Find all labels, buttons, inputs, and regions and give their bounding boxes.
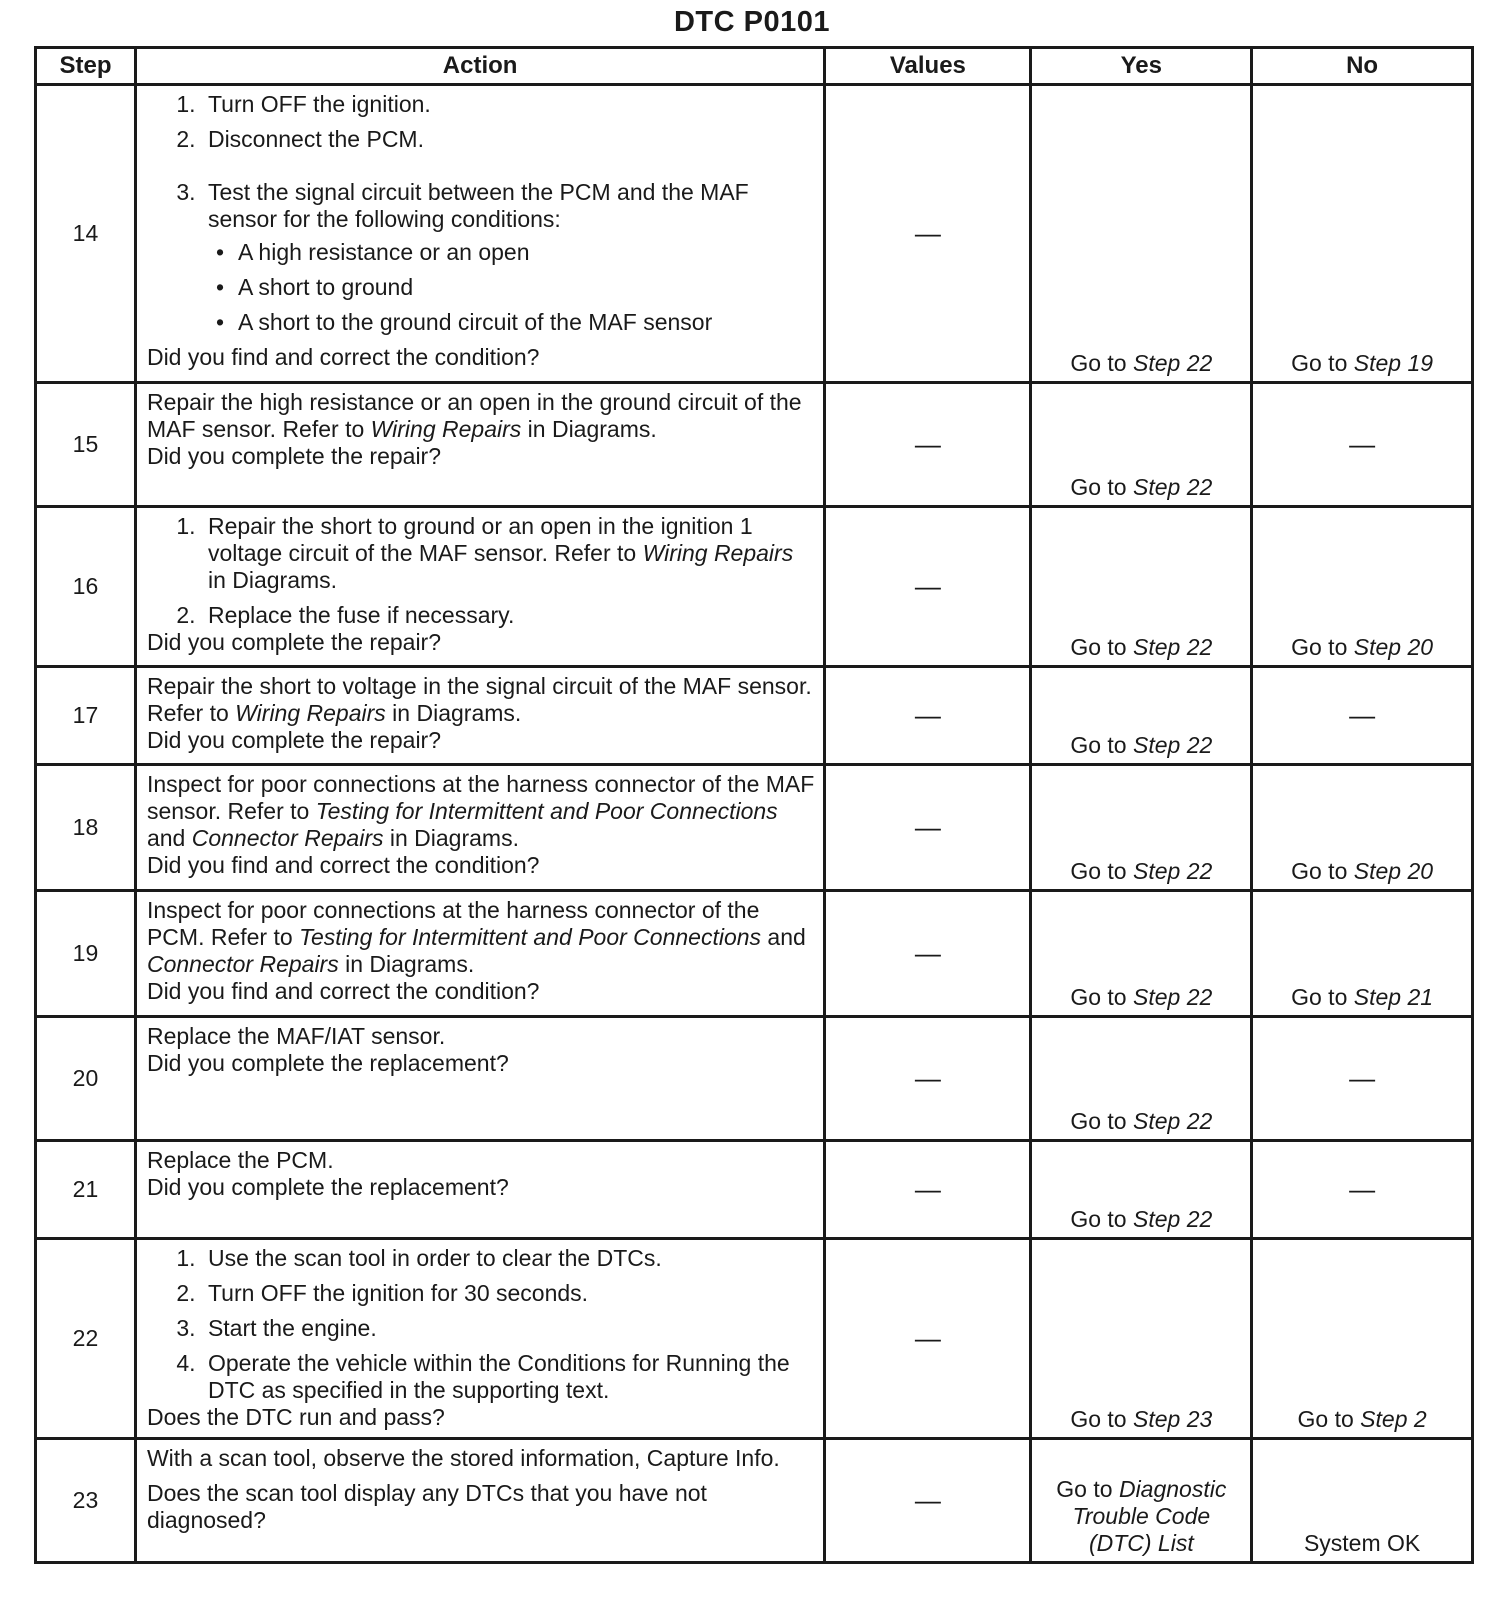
step-link-number[interactable]: 19 bbox=[1407, 350, 1434, 376]
values-cell: — bbox=[825, 765, 1031, 891]
table-row bbox=[36, 507, 1473, 667]
action-cell bbox=[135, 1017, 824, 1141]
step-link[interactable]: Step bbox=[1133, 858, 1181, 884]
values-cell: — bbox=[825, 383, 1031, 507]
action-cell bbox=[135, 1239, 824, 1439]
no-cell: — bbox=[1252, 1017, 1473, 1141]
values-cell: — bbox=[825, 891, 1031, 1017]
action-cell bbox=[135, 1141, 824, 1239]
header-action: Action bbox=[135, 48, 824, 85]
action-text: With a scan tool, observe the stored information, Capture Info. bbox=[146, 1445, 780, 1471]
step-link[interactable]: Step bbox=[1360, 1406, 1408, 1432]
step-link[interactable]: Step bbox=[1133, 474, 1181, 500]
step-link-number[interactable]: 22 bbox=[1186, 350, 1213, 376]
values-cell: — bbox=[825, 667, 1031, 765]
header-no: No bbox=[1252, 48, 1473, 85]
table-row bbox=[36, 1439, 1473, 1563]
values-cell: — bbox=[825, 1141, 1031, 1239]
step-number: 16 bbox=[36, 507, 136, 667]
no-cell: — bbox=[1252, 667, 1473, 765]
step-link[interactable]: Step bbox=[1133, 1108, 1181, 1134]
values-cell: — bbox=[825, 85, 1031, 383]
action-item: 4. Operate the vehicle within the Conditions for Running the DTC as specified in the supporting text. bbox=[202, 1350, 815, 1404]
no-cell: System OK bbox=[1252, 1439, 1473, 1563]
header-yes: Yes bbox=[1031, 48, 1252, 85]
step-link-number[interactable]: 23 bbox=[1186, 1406, 1213, 1432]
bullet-item: • A short to the ground circuit of the MAF sensor bbox=[238, 309, 815, 336]
step-link-number[interactable]: 22 bbox=[1186, 634, 1213, 660]
yes-cell: Go to Step 22 bbox=[1031, 667, 1252, 765]
bullet-item: • A high resistance or an open bbox=[238, 239, 815, 266]
go-to-text: Go to bbox=[1291, 350, 1348, 376]
action-question: Did you find and correct the condition? bbox=[146, 344, 540, 370]
no-cell: Go to Step 20 bbox=[1252, 507, 1473, 667]
step-link-number[interactable]: 22 bbox=[1186, 984, 1213, 1010]
values-cell: — bbox=[825, 1239, 1031, 1439]
action-text: Replace the PCM. bbox=[146, 1147, 334, 1173]
yes-cell: Go to Step 22 bbox=[1031, 383, 1252, 507]
step-link-number[interactable]: 20 bbox=[1407, 634, 1434, 660]
no-cell: Go to Step 20 bbox=[1252, 765, 1473, 891]
page-title: DTC P0101 bbox=[673, 6, 830, 38]
action-item: 2. Turn OFF the ignition for 30 seconds. bbox=[202, 1280, 815, 1307]
table-row bbox=[36, 765, 1473, 891]
step-link[interactable]: Step bbox=[1353, 984, 1402, 1010]
action-cell bbox=[135, 507, 824, 667]
table-row bbox=[36, 1141, 1473, 1239]
dtc-list-link[interactable]: Diagnostic Trouble Code (DTC) List bbox=[1072, 1476, 1227, 1556]
step-number: 21 bbox=[36, 1141, 136, 1239]
action-text: Repair the high resistance or an open in the ground circuit of the MAF sensor. Refer to Wiring Repairs in Diagrams. bbox=[146, 389, 802, 442]
action-item: 2. Disconnect the PCM. bbox=[202, 126, 815, 153]
yes-cell: Go to Step 22 bbox=[1031, 891, 1252, 1017]
yes-cell bbox=[1031, 85, 1252, 383]
yes-cell: Go to Diagnostic Trouble Code (DTC) List bbox=[1031, 1439, 1252, 1563]
action-text: Repair the short to voltage in the signal circuit of the MAF sensor. Refer to Wiring Repairs in Diagrams. bbox=[146, 673, 812, 726]
action-item: 1. Use the scan tool in order to clear the DTCs. bbox=[202, 1245, 815, 1272]
step-link-number[interactable]: 21 bbox=[1407, 984, 1434, 1010]
step-link[interactable]: Step bbox=[1353, 350, 1402, 376]
step-link-number[interactable]: 22 bbox=[1186, 1206, 1213, 1232]
no-cell: — bbox=[1252, 383, 1473, 507]
action-cell bbox=[135, 383, 824, 507]
no-cell: — bbox=[1252, 1141, 1473, 1239]
action-question: Did you complete the repair? bbox=[146, 443, 442, 469]
header-values: Values bbox=[825, 48, 1031, 85]
step-link[interactable]: Step bbox=[1133, 350, 1181, 376]
step-link[interactable]: Step bbox=[1133, 732, 1181, 758]
header-row bbox=[36, 48, 1473, 85]
action-item: 3. Start the engine. bbox=[202, 1315, 815, 1342]
step-number: 15 bbox=[36, 383, 136, 507]
action-question: Did you complete the replacement? bbox=[146, 1174, 509, 1200]
action-cell bbox=[135, 1439, 824, 1563]
action-question: Did you find and correct the condition? bbox=[146, 852, 540, 878]
action-item-text: Test the signal circuit between the PCM and the MAF sensor for the following conditions: bbox=[207, 179, 749, 232]
action-question: Did you complete the replacement? bbox=[146, 1050, 509, 1076]
no-cell bbox=[1252, 85, 1473, 383]
step-link-number[interactable]: 22 bbox=[1186, 858, 1213, 884]
step-link-number[interactable]: 22 bbox=[1186, 1108, 1213, 1134]
action-item bbox=[202, 179, 815, 336]
go-to-text: Go to bbox=[1070, 350, 1127, 376]
action-question: Does the scan tool display any DTCs that you have not diagnosed? bbox=[146, 1480, 707, 1533]
step-link[interactable]: Step bbox=[1133, 634, 1181, 660]
header-step: Step bbox=[36, 48, 136, 85]
yes-cell: Go to Step 22 bbox=[1031, 507, 1252, 667]
step-link-number[interactable]: 2 bbox=[1413, 1406, 1427, 1432]
yes-cell: Go to Step 22 bbox=[1031, 1141, 1252, 1239]
step-number: 23 bbox=[36, 1439, 136, 1563]
step-link[interactable]: Step bbox=[1133, 1406, 1181, 1432]
action-item: 1. Turn OFF the ignition. bbox=[202, 91, 815, 118]
table-row bbox=[36, 1017, 1473, 1141]
step-link-number[interactable]: 22 bbox=[1186, 474, 1213, 500]
action-question: Did you complete the repair? bbox=[146, 727, 442, 753]
table-row bbox=[36, 891, 1473, 1017]
step-number: 18 bbox=[36, 765, 136, 891]
values-cell: — bbox=[825, 1017, 1031, 1141]
values-cell: — bbox=[825, 1439, 1031, 1563]
action-text: Replace the MAF/IAT sensor. bbox=[146, 1023, 446, 1049]
action-text: Inspect for poor connections at the harness connector of the MAF sensor. Refer to Testing for Intermittent and Poor Connections and Connector Repairs in Diagrams. bbox=[146, 771, 815, 851]
table-row bbox=[36, 667, 1473, 765]
values-cell: — bbox=[825, 507, 1031, 667]
step-link-number[interactable]: 22 bbox=[1186, 732, 1213, 758]
step-number: 14 bbox=[36, 85, 136, 383]
step-link-number[interactable]: 20 bbox=[1407, 858, 1434, 884]
table-row bbox=[36, 383, 1473, 507]
step-link[interactable]: Step bbox=[1133, 1206, 1181, 1232]
diagnostic-table bbox=[34, 46, 1474, 1564]
action-cell bbox=[135, 667, 824, 765]
step-link[interactable]: Step bbox=[1353, 858, 1402, 884]
yes-cell: Go to Step 22 bbox=[1031, 1017, 1252, 1141]
action-cell bbox=[135, 85, 824, 383]
step-link[interactable]: Step bbox=[1133, 984, 1181, 1010]
table-row bbox=[36, 1239, 1473, 1439]
step-number: 17 bbox=[36, 667, 136, 765]
step-number: 22 bbox=[36, 1239, 136, 1439]
action-cell bbox=[135, 891, 824, 1017]
action-item: 2. Replace the fuse if necessary. bbox=[202, 602, 815, 629]
step-number: 20 bbox=[36, 1017, 136, 1141]
yes-cell: Go to Step 22 bbox=[1031, 765, 1252, 891]
step-link[interactable]: Step bbox=[1353, 634, 1402, 660]
action-cell bbox=[135, 765, 824, 891]
bullet-item: • A short to ground bbox=[238, 274, 815, 301]
step-number: 19 bbox=[36, 891, 136, 1017]
table-row bbox=[36, 85, 1473, 383]
no-cell: Go to Step 2 bbox=[1252, 1239, 1473, 1439]
yes-cell: Go to Step 23 bbox=[1031, 1239, 1252, 1439]
action-question: Does the DTC run and pass? bbox=[146, 1404, 445, 1430]
action-question: Did you complete the repair? bbox=[146, 629, 442, 655]
action-question: Did you find and correct the condition? bbox=[146, 978, 540, 1004]
no-cell: Go to Step 21 bbox=[1252, 891, 1473, 1017]
action-text: Inspect for poor connections at the harness connector of the PCM. Refer to Testing for Intermittent and Poor Connections and Connector Repairs in Diagrams. bbox=[146, 897, 806, 977]
action-item: 1. Repair the short to ground or an open in the ignition 1 voltage circuit of the MAF sensor. Refer to Wiring Repairs in Diagrams. bbox=[202, 513, 815, 594]
